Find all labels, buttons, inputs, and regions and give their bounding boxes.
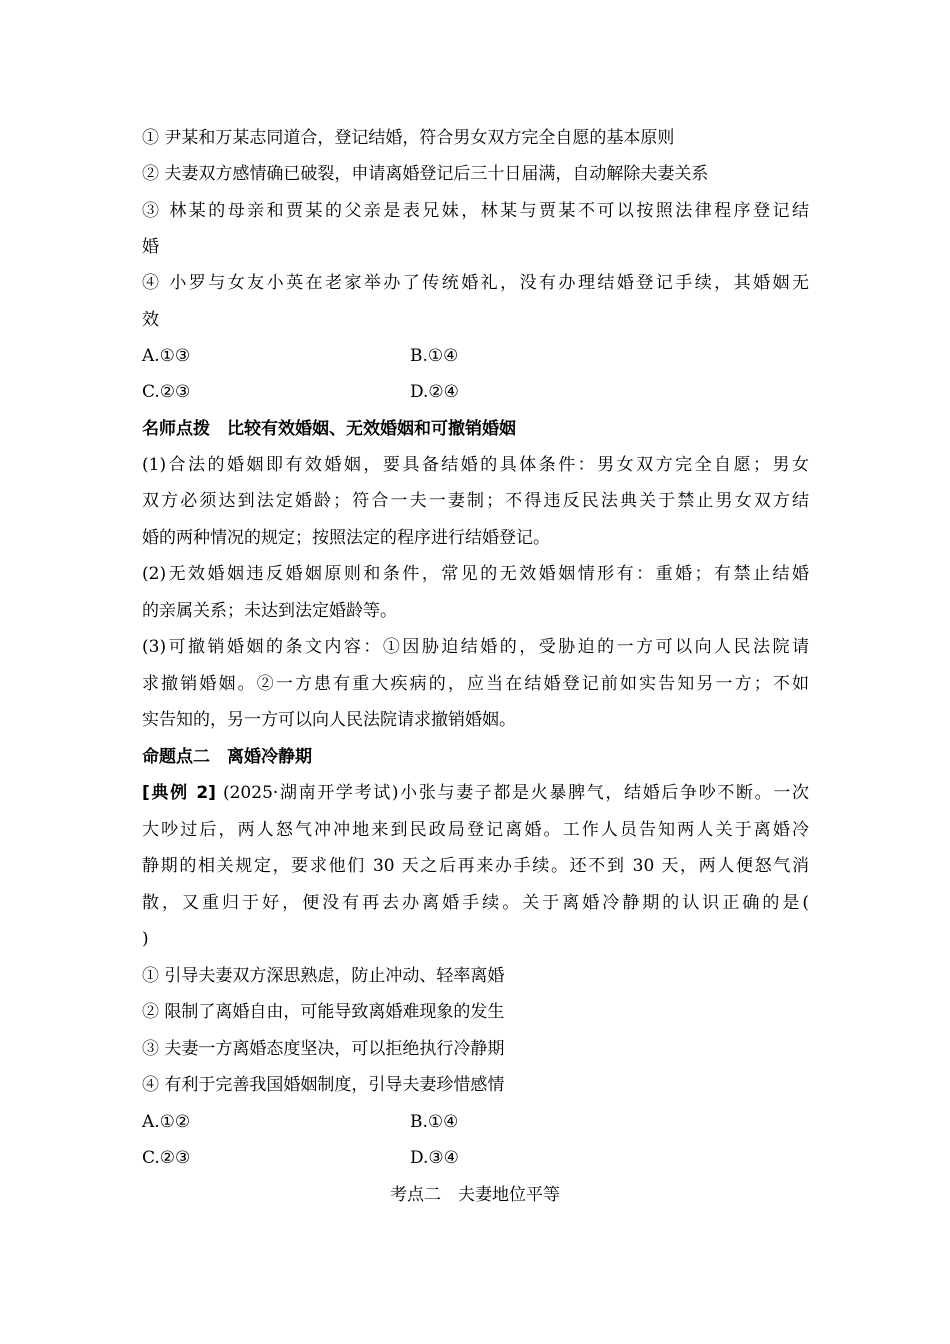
example-line: 静期的相关规定，要求他们 30 天之后再来办手续。还不到 30 天，两人便怒气消 bbox=[142, 856, 809, 876]
q1-option-a: A.①③ bbox=[142, 346, 191, 366]
example-item-4: ④ 有利于完善我国婚姻制度，引导夫妻珍惜感情 bbox=[142, 1075, 505, 1095]
tip-line: 实告知的，另一方可以向人民法院请求撤销婚姻。 bbox=[142, 710, 516, 730]
example-option-c: C.②③ bbox=[142, 1148, 191, 1168]
tip-line: (3)可撤销婚姻的条文内容：①因胁迫结婚的，受胁迫的一方可以向人民法院请 bbox=[142, 637, 809, 657]
tip-line: 婚的两种情况的规定；按照法定的程序进行结婚登记。 bbox=[142, 528, 550, 548]
tip-line: 求撤销婚姻。②一方患有重大疾病的，应当在结婚登记前如实告知另一方；不如 bbox=[142, 674, 809, 694]
tip-line: (1)合法的婚姻即有效婚姻，要具备结婚的具体条件：男女双方完全自愿；男女 bbox=[142, 455, 809, 475]
q1-item-1: ① 尹某和万某志同道合，登记结婚，符合男女双方完全自愿的基本原则 bbox=[142, 128, 675, 148]
example-item-1: ① 引导夫妻双方深思熟虑，防止冲动、轻率离婚 bbox=[142, 966, 505, 986]
example-line-1 bbox=[142, 781, 809, 805]
tip-line: (2)无效婚姻违反婚姻原则和条件，常见的无效婚姻情形有：重婚；有禁止结婚 bbox=[142, 564, 809, 584]
q1-option-c: C.②③ bbox=[142, 382, 191, 402]
example-line: ) bbox=[142, 929, 149, 949]
example-option-b: B.①④ bbox=[410, 1112, 459, 1132]
section-title: 命题点二 离婚冷静期 bbox=[142, 747, 312, 767]
q1-option-d: D.②④ bbox=[410, 382, 459, 402]
example-label: [典例 2] bbox=[142, 783, 216, 803]
example-item-2: ② 限制了离婚自由，可能导致离婚难现象的发生 bbox=[142, 1002, 505, 1022]
example-text: (2025·湖南开学考试)小张与妻子都是火暴脾气，结婚后争吵不断。一次 bbox=[215, 783, 809, 803]
example-line: 散，又重归于好，便没有再去办离婚手续。关于离婚冷静期的认识正确的是( bbox=[142, 893, 809, 913]
q1-item-4-cont: 效 bbox=[142, 310, 159, 330]
section-heading: 考点二 夫妻地位平等 bbox=[390, 1185, 560, 1205]
example-line: 大吵过后，两人怒气冲冲地来到民政局登记离婚。工作人员告知两人关于离婚冷 bbox=[142, 820, 809, 840]
q1-item-2: ② 夫妻双方感情确已破裂，申请离婚登记后三十日届满，自动解除夫妻关系 bbox=[142, 164, 709, 184]
q1-item-3: ③ 林某的母亲和贾某的父亲是表兄妹，林某与贾某不可以按照法律程序登记结 bbox=[142, 201, 809, 221]
example-option-a: A.①② bbox=[142, 1112, 191, 1132]
example-item-3: ③ 夫妻一方离婚态度坚决，可以拒绝执行冷静期 bbox=[142, 1039, 505, 1059]
tip-line: 的亲属关系；未达到法定婚龄等。 bbox=[142, 601, 397, 621]
tip-title: 名师点拨 比较有效婚姻、无效婚姻和可撤销婚姻 bbox=[142, 419, 516, 439]
q1-item-3-cont: 婚 bbox=[142, 237, 159, 257]
q1-option-b: B.①④ bbox=[410, 346, 459, 366]
tip-line: 双方必须达到法定婚龄；符合一夫一妻制；不得违反民法典关于禁止男女双方结 bbox=[142, 491, 809, 511]
q1-item-4: ④ 小罗与女友小英在老家举办了传统婚礼，没有办理结婚登记手续，其婚姻无 bbox=[142, 273, 809, 293]
example-option-d: D.③④ bbox=[410, 1148, 459, 1168]
